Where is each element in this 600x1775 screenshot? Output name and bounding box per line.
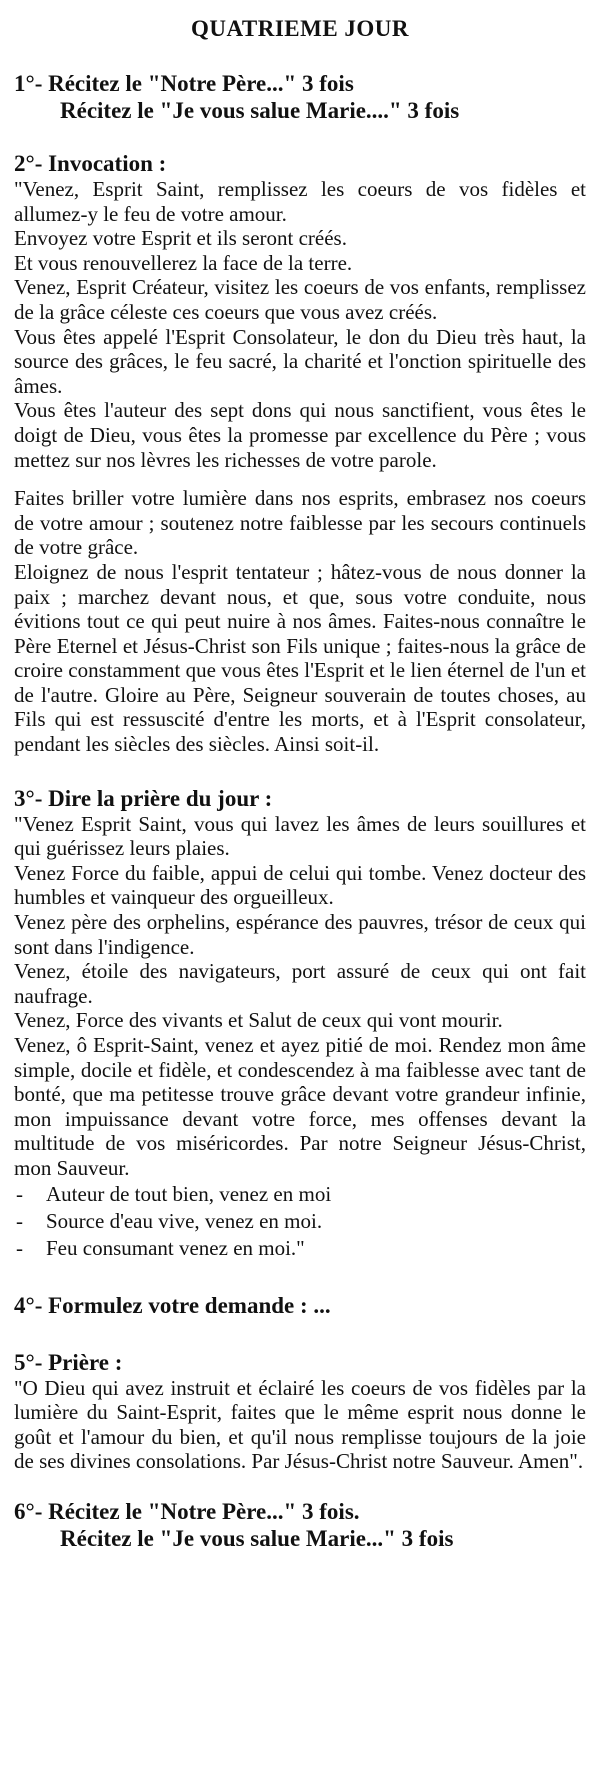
step-3-paragraph: Venez, ô Esprit-Saint, venez et ayez pitié de moi. Rendez mon âme simple, docile et fidèle, et condescendez à ma faiblesse avec tant de bonté, que ma petitesse trouve grâce devant votre grandeur infinie, mon impuissance devant votre force, mes offenses devant la multitude de vos miséricordes. Par notre Seigneur Jésus-Christ, mon Sauveur. bbox=[14, 1033, 586, 1180]
step-2-heading: 2°- Invocation : bbox=[14, 151, 167, 176]
step-1-line-2: Récitez le "Je vous salue Marie...." 3 fois bbox=[60, 98, 460, 123]
step-2-paragraph: "Venez, Esprit Saint, remplissez les coeurs de vos fidèles et allumez-y le feu de votre amour. bbox=[14, 177, 586, 226]
step-6-line-1: Récitez le "Notre Père..." 3 fois. bbox=[48, 1498, 360, 1524]
step-6-section bbox=[14, 1498, 586, 1552]
list-item bbox=[14, 1235, 586, 1262]
step-1-heading bbox=[14, 70, 586, 124]
step-3-paragraph: "Venez Esprit Saint, vous qui lavez les âmes de leurs souillures et qui guérissez leurs plaies. bbox=[14, 811, 586, 861]
step-2-section bbox=[14, 150, 586, 472]
step-3-heading: 3°- Dire la prière du jour : bbox=[14, 785, 273, 811]
step-5-section bbox=[14, 1349, 586, 1474]
step-2-paragraph: Envoyez votre Esprit et ils seront créés. bbox=[14, 226, 347, 251]
step-1-line-1: Récitez le "Notre Père..." 3 fois bbox=[48, 71, 354, 96]
step-3-paragraph: Venez père des orphelins, espérance des pauvres, trésor de ceux qui sont dans l'indigence. bbox=[14, 910, 586, 959]
step-2-paragraph: Et vous renouvellerez la face de la terre. bbox=[14, 250, 353, 275]
step-6-line-2: Récitez le "Je vous salue Marie..." 3 fois bbox=[60, 1525, 454, 1551]
step-4-section bbox=[14, 1292, 586, 1319]
step-6-heading bbox=[14, 1498, 586, 1552]
step-6-number: 6°- bbox=[14, 1498, 43, 1524]
page-title: QUATRIEME JOUR bbox=[190, 16, 410, 41]
step-1-number: 1°- bbox=[14, 71, 43, 96]
litany-text: Source d'eau vive, venez en moi. bbox=[46, 1208, 323, 1233]
step-5-heading: 5°- Prière : bbox=[14, 1349, 123, 1375]
step-2-paragraph: Vous êtes appelé l'Esprit Consolateur, le don du Dieu très haut, la source des grâces, le feu sacré, la charité et l'onction spirituelle des âmes. bbox=[14, 324, 586, 398]
step-2-paragraph: Faites briller votre lumière dans nos esprits, embrasez nos coeurs de votre amour ; soutenez notre faiblesse par les secours continuels de votre grâce. bbox=[14, 486, 586, 560]
dash-marker: - bbox=[16, 1235, 23, 1260]
litany-text: Auteur de tout bien, venez en moi bbox=[46, 1181, 332, 1206]
step-2-paragraph: Eloignez de nous l'esprit tentateur ; hâtez-vous de nous donner la paix ; marchez devant nous, et que, sous votre conduite, nous évitions tout ce qui peut nuire à nos âmes. Faites-nous connaître le Père Eternel et Jésus-Christ son Fils unique ; faites-nous la grâce de croire constamment que vous êtes l'Esprit et le lien éternel de l'un et de l'autre. Gloire au Père, Seigneur souverain de toutes choses, au Fils qui est ressuscité d'entre les morts, et à l'Esprit consolateur, pendant les siècles des siècles. Ainsi soit-il. bbox=[14, 559, 586, 757]
litany-list bbox=[14, 1181, 586, 1262]
step-2-paragraph: Venez, Esprit Créateur, visitez les coeurs de vos enfants, remplissez de la grâce céleste ces coeurs que vous avez créés. bbox=[14, 275, 586, 324]
step-3-paragraph: Venez, Force des vivants et Salut de ceux qui vont mourir. bbox=[14, 1008, 503, 1033]
step-5-prayer-text: "O Dieu qui avez instruit et éclairé les coeurs de vos fidèles par la lumière du Saint-Esprit, faites que le même esprit nous donne le goût et l'amour du bien, et qu'il nous remplisse toujours de la joie de ses divines consolations. Par Jésus-Christ notre Sauveur. Amen". bbox=[14, 1375, 586, 1474]
step-2-continuation bbox=[14, 486, 586, 757]
step-3-paragraph: Venez, étoile des navigateurs, port assuré de ceux qui ont fait naufrage. bbox=[14, 959, 586, 1008]
list-item bbox=[14, 1208, 586, 1235]
step-3-section bbox=[14, 785, 586, 1262]
step-1-section bbox=[14, 70, 586, 124]
step-3-paragraph: Venez Force du faible, appui de celui qui tombe. Venez docteur des humbles et vainqueur des orgueilleux. bbox=[14, 860, 586, 910]
dash-marker: - bbox=[16, 1208, 23, 1233]
dash-marker: - bbox=[16, 1181, 23, 1206]
step-4-heading: 4°- Formulez votre demande : ... bbox=[14, 1292, 331, 1318]
list-item bbox=[14, 1181, 586, 1208]
step-2-paragraph: Vous êtes l'auteur des sept dons qui nous sanctifient, vous êtes le doigt de Dieu, vous êtes la promesse par excellence du Père ; vous mettez sur nos lèvres les richesses de votre parole. bbox=[14, 398, 586, 472]
litany-text: Feu consumant venez en moi." bbox=[46, 1235, 305, 1260]
